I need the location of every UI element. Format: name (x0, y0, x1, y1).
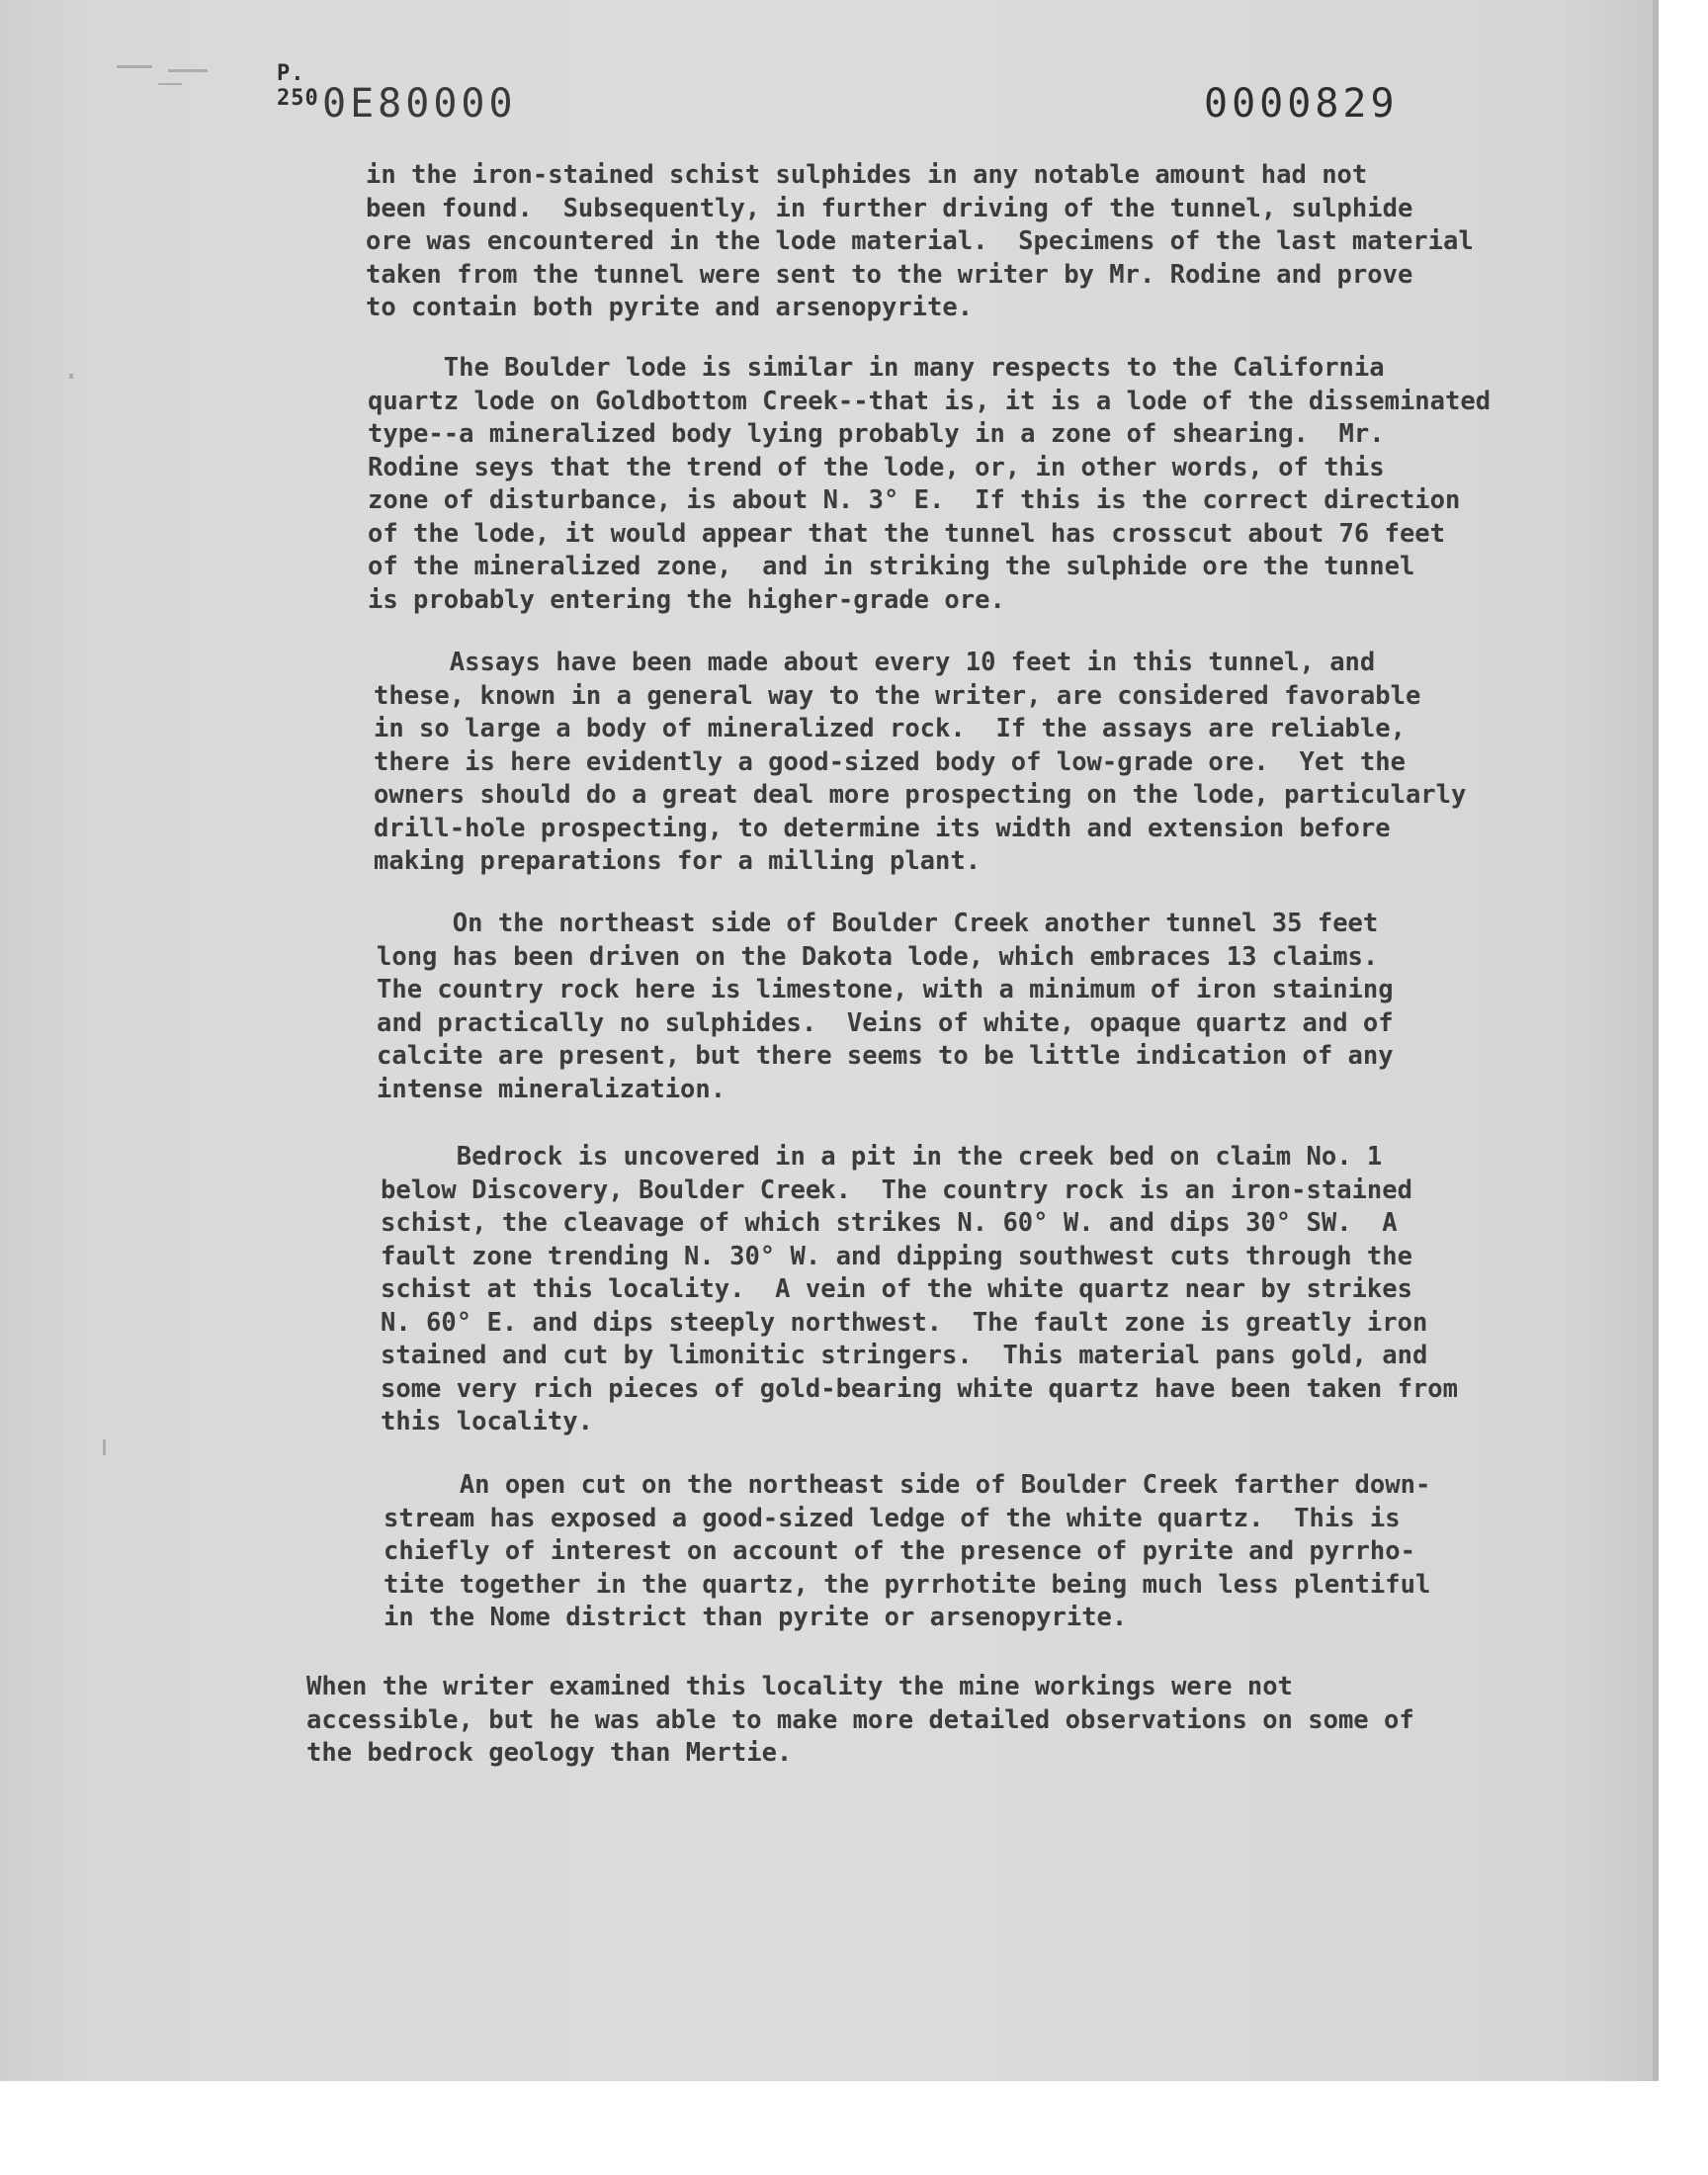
text-line: Assays have been made about every 10 feet in this tunnel, and (374, 648, 1376, 677)
paragraph (381, 1141, 1458, 1439)
text-line: drill-hole prospecting, to determine its width and extension before (374, 813, 1391, 843)
text-line: zone of disturbance, is about N. 3° E. If this is the correct direction (368, 485, 1461, 515)
text-line: An open cut on the northeast side of Boulder Creek farther down- (384, 1470, 1431, 1500)
paragraph (384, 1469, 1430, 1635)
text-line: chiefly of interest on account of the presence of pyrite and pyrrho- (384, 1536, 1415, 1566)
margin-tick (103, 1439, 106, 1455)
text-line: long has been driven on the Dakota lode, which embraces 13 claims. (377, 941, 1379, 972)
text-line: in so large a body of mineralized rock. If the assays are reliable, (374, 714, 1406, 743)
paragraph (374, 647, 1466, 879)
text-line: Rodine seys that the trend of the lode, or, in other words, of this (368, 452, 1385, 482)
paragraph (366, 159, 1474, 325)
scan-edge (1653, 0, 1659, 2081)
text-line: in the iron-stained schist sulphides in any notable amount had not (366, 160, 1368, 190)
text-line: below Discovery, Boulder Creek. The country rock is an iron-stained (381, 1174, 1412, 1205)
text-line: On the northeast side of Boulder Creek another tunnel 35 feet (377, 909, 1379, 938)
text-line: taken from the tunnel were sent to the writer by Mr. Rodine and prove (366, 259, 1413, 290)
text-line: been found. Subsequently, in further driving of the tunnel, sulphide (366, 193, 1413, 223)
text-line: of the mineralized zone, and in striking the sulphide ore the tunnel (368, 552, 1415, 581)
text-line: Bedrock is uncovered in a pit in the creek bed on claim No. 1 (381, 1142, 1383, 1172)
text-line: type--a mineralized body lying probably in a zone of shearing. Mr. (368, 419, 1385, 449)
text-line: calcite are present, but there seems to be little indication of any (377, 1041, 1394, 1071)
text-line: there is here evidently a good-sized body of low-grade ore. Yet the (374, 746, 1406, 777)
text-line: tite together in the quartz, the pyrrhotite being much less plentiful (384, 1569, 1431, 1600)
page-reference: P. 250 (277, 61, 319, 111)
text-line: quartz lode on Goldbottom Creek--that is, it is a lode of the disseminated (368, 386, 1492, 416)
text-line: making preparations for a milling plant. (374, 846, 982, 876)
text-line: accessible, but he was able to make more detailed observations on some of (306, 1704, 1414, 1735)
text-line: and practically no sulphides. Veins of white, opaque quartz and of (377, 1007, 1394, 1038)
text-line: intense mineralization. (377, 1074, 726, 1104)
margin-tick (69, 374, 73, 379)
text-line: of the lode, it would appear that the tunnel has crosscut about 76 feet (368, 518, 1446, 549)
text-line: fault zone trending N. 30° W. and dipping southwest cuts through the (381, 1241, 1412, 1271)
text-line: the bedrock geology than Mertie. (306, 1738, 793, 1768)
text-line: The country rock here is limestone, with a minimum of iron staining (377, 975, 1394, 1004)
margin-smudge (117, 65, 152, 68)
margin-smudge (158, 83, 182, 85)
text-line: schist, the cleavage of which strikes N. 60° W. and dips 30° SW. A (381, 1208, 1398, 1238)
paragraph (306, 1671, 1414, 1771)
text-line: stained and cut by limonitic stringers. This material pans gold, and (381, 1341, 1428, 1370)
text-line: The Boulder lode is similar in many respects to the California (368, 353, 1385, 383)
document-number-right: 0000829 (1204, 81, 1399, 127)
text-line: schist at this locality. A vein of the white quartz near by strikes (381, 1274, 1412, 1304)
text-line: is probably entering the higher-grade ore. (368, 584, 1005, 615)
document-number-left: 0E80000 (322, 81, 517, 127)
text-line: stream has exposed a good-sized ledge of the white quartz. This is (384, 1503, 1401, 1533)
text-line: N. 60° E. and dips steeply northwest. The fault zone is greatly iron (381, 1307, 1428, 1338)
text-line: these, known in a general way to the writer, are considered favorable (374, 680, 1421, 711)
paragraph (377, 908, 1394, 1106)
text-line: When the writer examined this locality the mine workings were not (306, 1672, 1293, 1701)
text-line: some very rich pieces of gold-bearing white quartz have been taken from (381, 1373, 1459, 1404)
margin-smudge (168, 69, 208, 72)
text-line: this locality. (381, 1407, 593, 1436)
text-line: owners should do a great deal more prospecting on the lode, particularly (374, 780, 1467, 810)
paragraph (368, 352, 1491, 617)
text-line: in the Nome district than pyrite or arsenopyrite. (384, 1603, 1128, 1632)
text-line: ore was encountered in the lode material. Specimens of the last material (366, 226, 1474, 256)
text-line: to contain both pyrite and arsenopyrite. (366, 293, 974, 322)
